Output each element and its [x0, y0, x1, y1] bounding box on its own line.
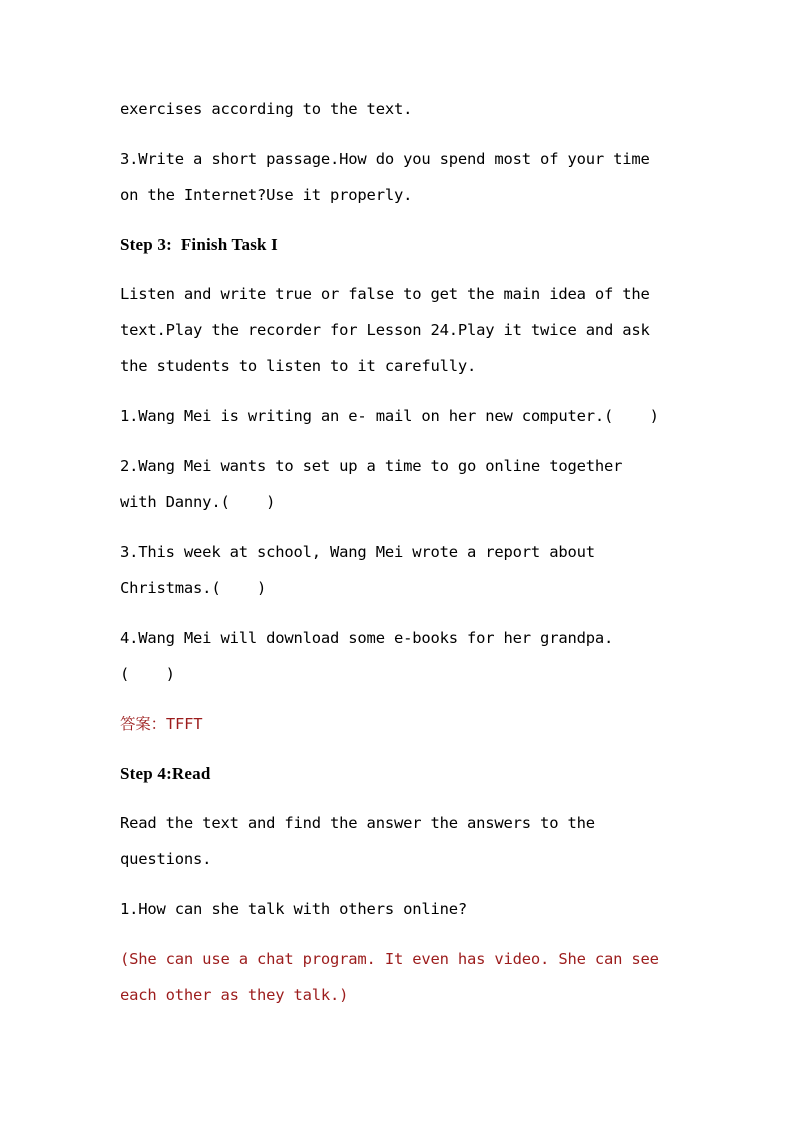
text-line: 1.Wang Mei is writing an e- mail on her new computer.( ) [120, 407, 659, 425]
answer-read-1 [120, 941, 680, 1013]
paragraph-read-instructions [120, 805, 680, 877]
text-line: with Danny.( ) [120, 493, 276, 511]
answer-key [120, 706, 680, 742]
text-line: 3.Write a short passage.How do you spend most of your time [120, 150, 650, 168]
text-line: 4.Wang Mei will download some e-books for her grandpa. [120, 629, 614, 647]
paragraph-listen-instructions [120, 276, 680, 384]
paragraph-write-passage [120, 141, 680, 213]
heading-text: Step 4:Read [120, 764, 211, 783]
answer-text: 答案：TFFT [120, 715, 203, 733]
heading-step-3 [120, 227, 680, 263]
text-line: Listen and write true or false to get the main idea of the [120, 285, 650, 303]
answer-line: (She can use a chat program. It even has video. She can see [120, 950, 659, 968]
text-line: Read the text and find the answer the answers to the [120, 814, 595, 832]
answer-line: each other as they talk.) [120, 986, 349, 1004]
question-read-1 [120, 891, 680, 927]
paragraph-exercises [120, 91, 680, 127]
text-line: ( ) [120, 665, 175, 683]
question-4 [120, 620, 680, 692]
text-line: text.Play the recorder for Lesson 24.Play it twice and ask [120, 321, 650, 339]
text-line: the students to listen to it carefully. [120, 357, 477, 375]
text-line: 1.How can she talk with others online? [120, 900, 468, 918]
text-line: Christmas.( ) [120, 579, 267, 597]
text-line: exercises according to the text. [120, 100, 413, 118]
question-2 [120, 448, 680, 520]
heading-text: Step 3: Finish Task I [120, 235, 278, 254]
question-3 [120, 534, 680, 606]
heading-step-4 [120, 756, 680, 792]
text-line: on the Internet?Use it properly. [120, 186, 413, 204]
question-1 [120, 398, 680, 434]
text-line: questions. [120, 850, 212, 868]
text-line: 3.This week at school, Wang Mei wrote a report about [120, 543, 595, 561]
text-line: 2.Wang Mei wants to set up a time to go online together [120, 457, 623, 475]
